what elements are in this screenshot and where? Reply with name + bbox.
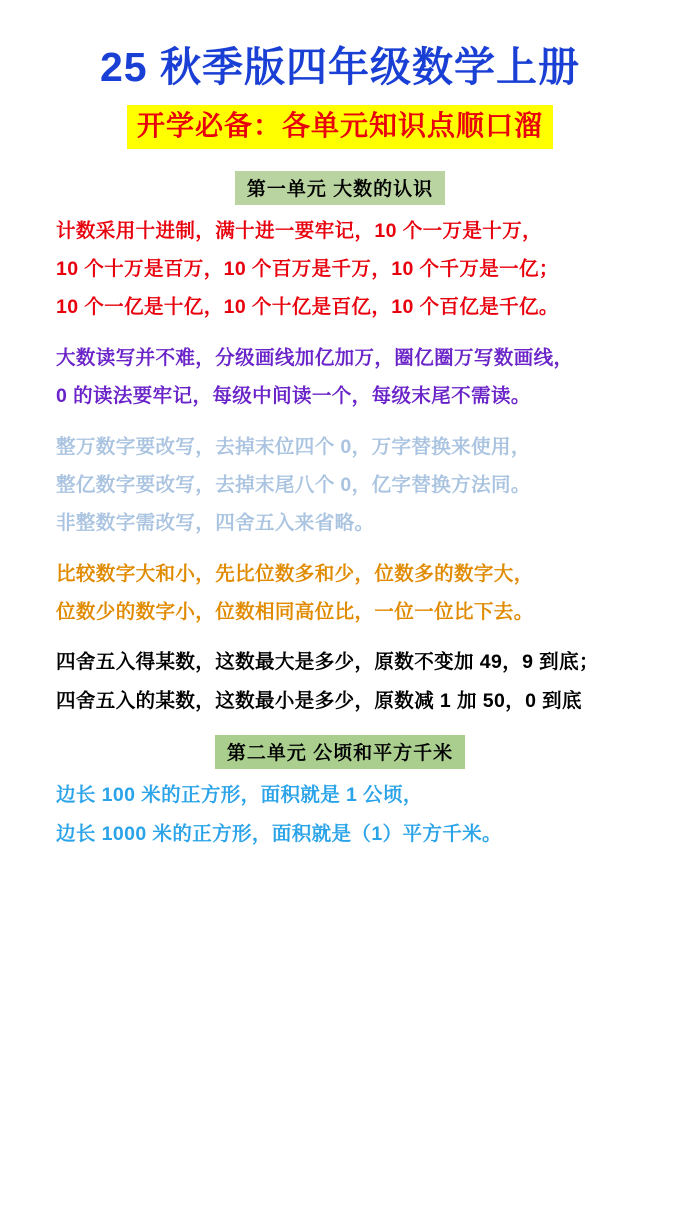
stanza-line: 整万数字要改写，去掉末位四个 0，万字替换来使用， [56,435,531,458]
stanza-line: 0 的读法要牢记，每级中间读一个，每级末尾不需读。 [56,385,531,408]
stanza-line: 非整数字需改写，四舍五入来省略。 [56,512,375,535]
unit-2-stanza-1 [30,783,650,846]
stanza-line: 四舍五入得某数，这数最大是多少，原数不变加 49，9 到底； [56,651,599,674]
stanza-line: 位数少的数字小，位数相同高位比，一位一位比下去。 [56,601,534,624]
stanza-line: 边长 1000 米的正方形，面积就是（1）平方千米。 [56,822,502,845]
stanza-line: 10 个一亿是十亿，10 个十亿是百亿，10 个百亿是千亿。 [56,296,559,319]
stanza-line: 10 个十万是百万，10 个百万是千万，10 个千万是一亿； [56,258,559,281]
unit-1-stanza-2 [30,346,650,409]
document-title: 25 秋季版四年级数学上册 [100,44,580,90]
stanza-line: 四舍五入的某数，这数最小是多少，原数减 1 加 50，0 到底 [56,689,582,712]
unit-1-heading: 第一单元 大数的认识 [235,171,445,205]
stanza-line: 边长 100 米的正方形，面积就是 1 公顷， [56,784,423,807]
stanza-line: 大数读写并不难，分级画线加亿加万，圈亿圈万写数画线， [56,346,574,369]
unit-2-heading: 第二单元 公顷和平方千米 [215,735,465,769]
unit-1-stanza-4 [30,562,650,625]
stanza-line: 比较数字大和小，先比位数多和少，位数多的数字大， [56,562,534,585]
unit-1-stanza-3 [30,435,650,536]
stanza-line: 整亿数字要改写，去掉末尾八个 0，亿字替换方法同。 [56,473,531,496]
document-subtitle-container [30,105,650,149]
unit-2-heading-container [30,735,650,769]
stanza-line: 计数采用十进制，满十进一要牢记，10 个一万是十万， [56,219,543,242]
document-subtitle: 开学必备：各单元知识点顺口溜 [127,105,553,149]
unit-1-heading-container [30,171,650,205]
unit-1-stanza-1 [30,219,650,320]
unit-1-stanza-5 [30,650,650,713]
